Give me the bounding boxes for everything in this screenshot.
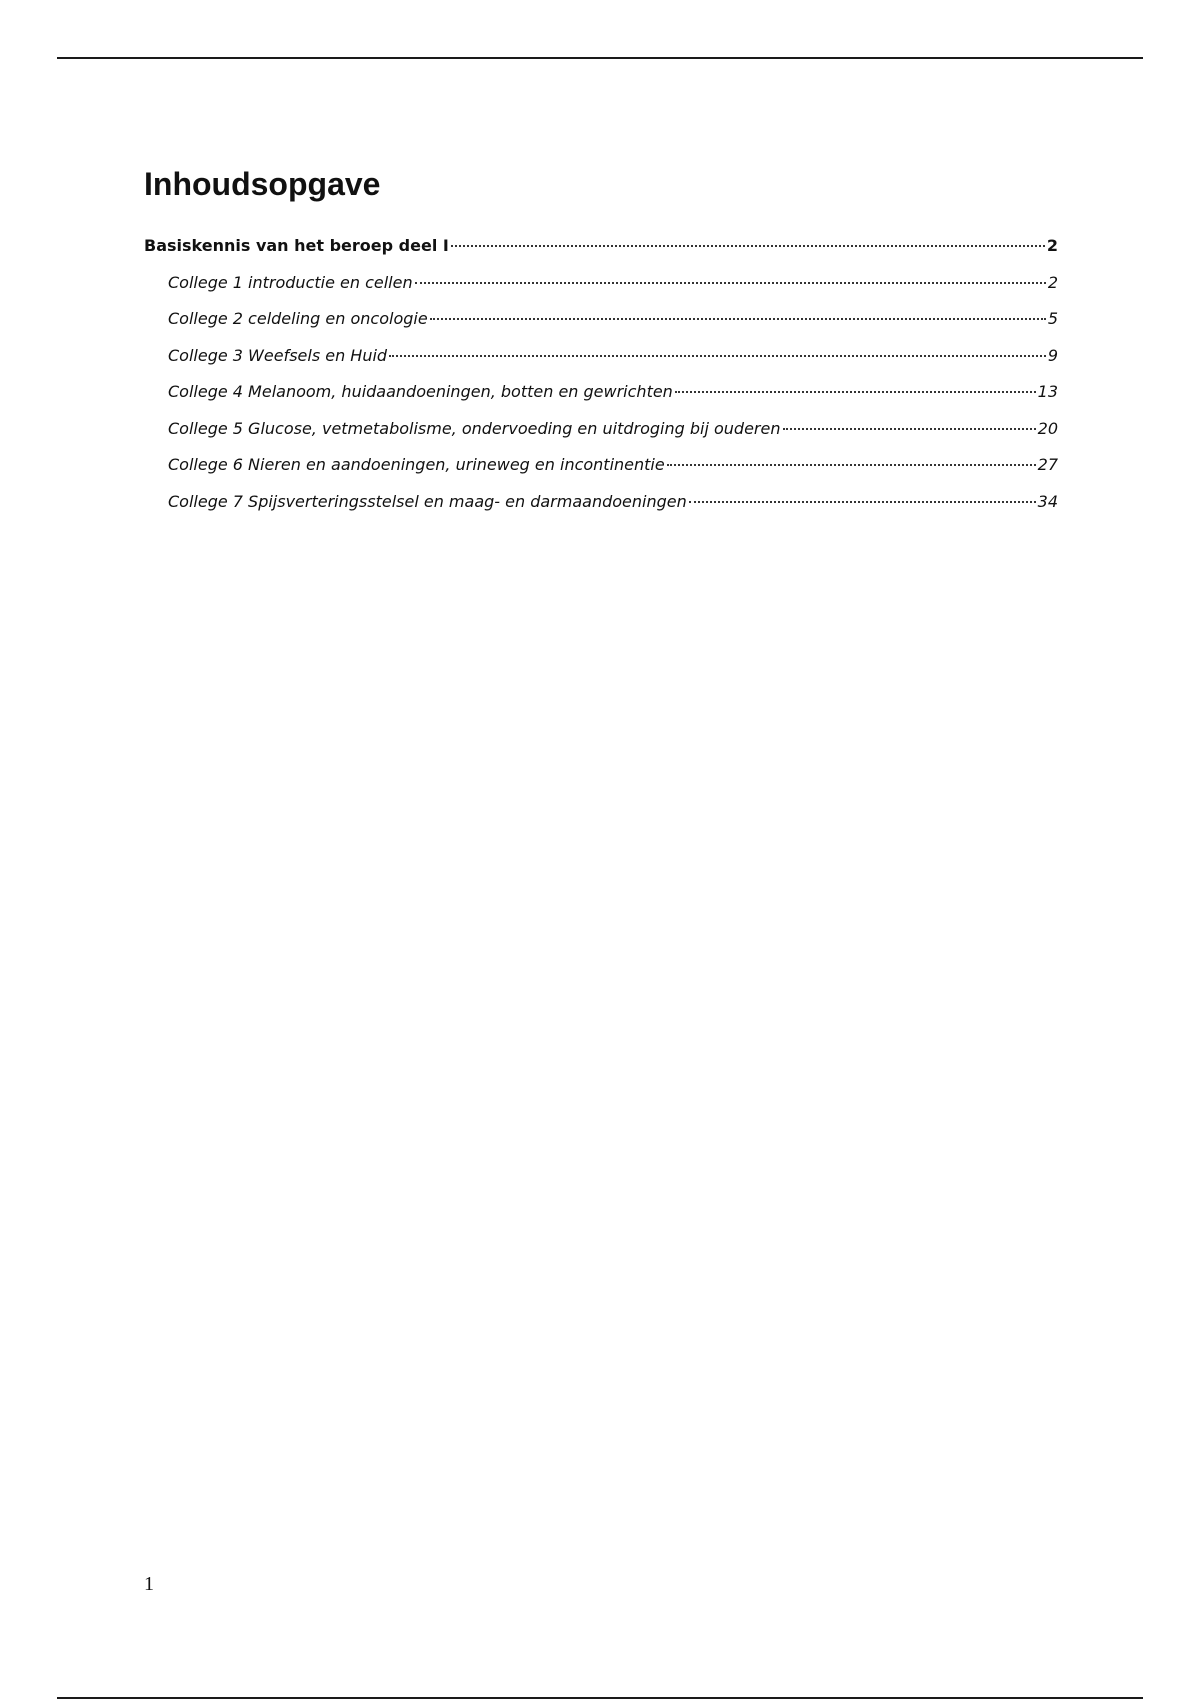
toc-entry-college-2[interactable] <box>144 301 1058 338</box>
toc-dot-leader <box>451 245 1045 247</box>
toc-entry-page: 27 <box>1037 455 1058 474</box>
footer-rule <box>57 1697 1143 1699</box>
toc-dot-leader <box>689 501 1036 503</box>
page-title: Inhoudsopgave <box>144 166 381 202</box>
toc-dot-leader <box>675 391 1036 393</box>
toc-entry-page: 2 <box>1047 272 1058 292</box>
toc-dot-leader <box>667 464 1036 466</box>
toc-entry-college-6[interactable] <box>144 447 1058 484</box>
toc-entry-page: 9 <box>1047 345 1058 365</box>
footer-page-number: 1 <box>144 1573 154 1595</box>
toc-entry-page: 13 <box>1037 382 1058 401</box>
toc-dot-leader <box>430 318 1046 320</box>
toc-entry-label: College 6 Nieren en aandoeningen, urineweg en incontinentie <box>168 455 665 474</box>
toc-entry-basiskennis[interactable] <box>144 228 1058 265</box>
toc-entry-label: College 7 Spijsverteringsstelsel en maag- en darmaandoeningen <box>168 491 687 511</box>
toc-entry-college-1[interactable] <box>144 265 1058 302</box>
toc-entry-college-4[interactable] <box>144 374 1058 411</box>
toc-dot-leader <box>389 355 1046 357</box>
toc-entry-label: College 1 introductie en cellen <box>168 272 413 292</box>
toc-entry-label: College 3 Weefsels en Huid <box>168 345 388 365</box>
toc-entry-page: 2 <box>1046 236 1058 255</box>
toc-entry-label: College 4 Melanoom, huidaandoeningen, botten en gewrichten <box>168 382 673 401</box>
toc-entry-label: Basiskennis van het beroep deel I <box>144 236 449 255</box>
toc-entry-page: 34 <box>1037 491 1058 511</box>
toc-entry-page: 20 <box>1037 418 1058 438</box>
toc-entry-label: College 5 Glucose, vetmetabolisme, ondervoeding en uitdroging bij ouderen <box>168 418 781 438</box>
toc-entry-college-7[interactable] <box>144 484 1058 521</box>
table-of-contents <box>144 228 1058 520</box>
toc-entry-college-3[interactable] <box>144 338 1058 375</box>
toc-dot-leader <box>783 428 1036 430</box>
toc-entry-page: 5 <box>1047 309 1058 328</box>
toc-entry-label: College 2 celdeling en oncologie <box>168 309 428 328</box>
toc-dot-leader <box>415 282 1046 284</box>
toc-entry-college-5[interactable] <box>144 411 1058 448</box>
header-rule <box>57 57 1143 59</box>
